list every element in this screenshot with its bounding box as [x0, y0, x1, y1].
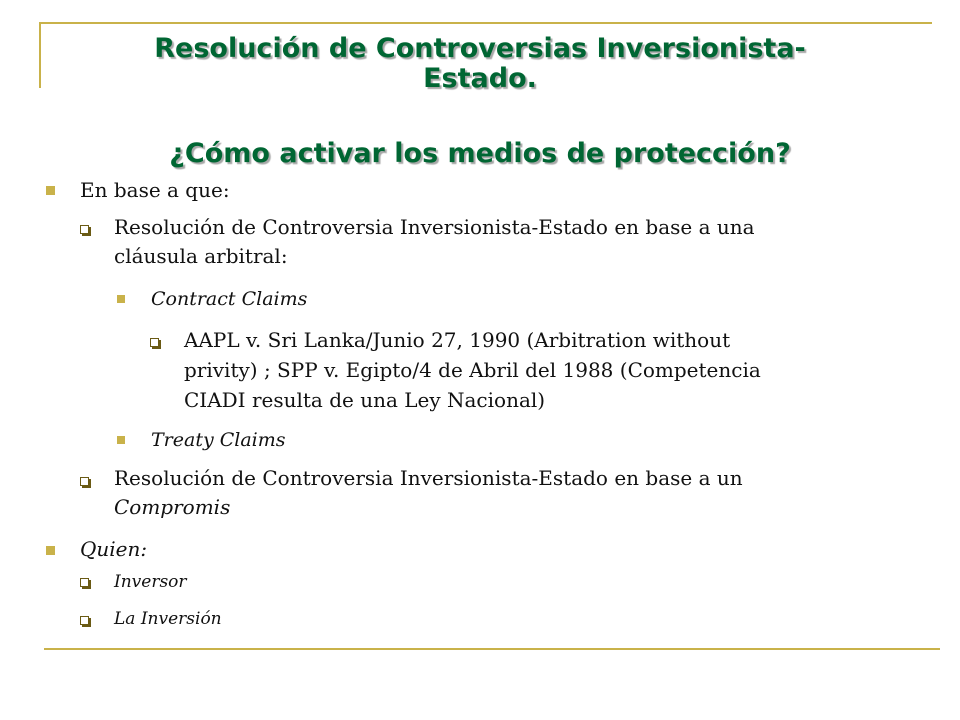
checkbox-bullet-icon — [80, 578, 89, 587]
square-bullet-icon — [117, 436, 125, 444]
bullet-inversor: Inversor — [114, 572, 187, 592]
square-bullet-icon — [117, 295, 125, 303]
left-border-rule — [39, 22, 41, 88]
bullet-clausula-arbitral-line1: Resolución de Controversia Inversionista-Estado en base a una — [114, 215, 755, 239]
checkbox-bullet-icon — [80, 477, 89, 486]
bullet-clausula-arbitral — [114, 213, 755, 271]
bullet-compromis-line2: Compromis — [114, 495, 231, 519]
bottom-border-rule — [44, 648, 940, 650]
slide-title-line1: Resolución de Controversias Inversionista- — [154, 33, 806, 64]
bullet-contract-claims: Contract Claims — [151, 288, 308, 310]
bullet-aapl-case-line2: privity) ; SPP v. Egipto/4 de Abril del 1988 (Competencia — [184, 358, 761, 382]
bullet-treaty-claims: Treaty Claims — [151, 429, 286, 451]
bullet-aapl-case-line1: AAPL v. Sri Lanka/Junio 27, 1990 (Arbitration without — [184, 328, 731, 352]
bullet-quien: Quien: — [80, 537, 148, 561]
slide-subtitle: ¿Cómo activar los medios de protección? — [169, 138, 791, 169]
square-bullet-icon — [46, 546, 55, 555]
top-border-rule — [40, 22, 932, 24]
slide-title — [60, 34, 900, 94]
bullet-clausula-arbitral-line2: cláusula arbitral: — [114, 244, 288, 268]
bullet-en-base-a-que: En base a que: — [80, 178, 230, 202]
square-bullet-icon — [46, 186, 55, 195]
bullet-aapl-case — [184, 325, 761, 415]
checkbox-bullet-icon — [80, 225, 89, 234]
checkbox-bullet-icon — [80, 616, 89, 625]
slide-title-line2: Estado. — [423, 63, 537, 94]
bullet-aapl-case-line3: CIADI resulta de una Ley Nacional) — [184, 388, 546, 412]
bullet-compromis-line1: Resolución de Controversia Inversionista-Estado en base a un — [114, 466, 743, 490]
checkbox-bullet-icon — [150, 338, 159, 347]
bullet-compromis — [114, 464, 743, 522]
bullet-la-inversion: La Inversión — [114, 609, 222, 629]
